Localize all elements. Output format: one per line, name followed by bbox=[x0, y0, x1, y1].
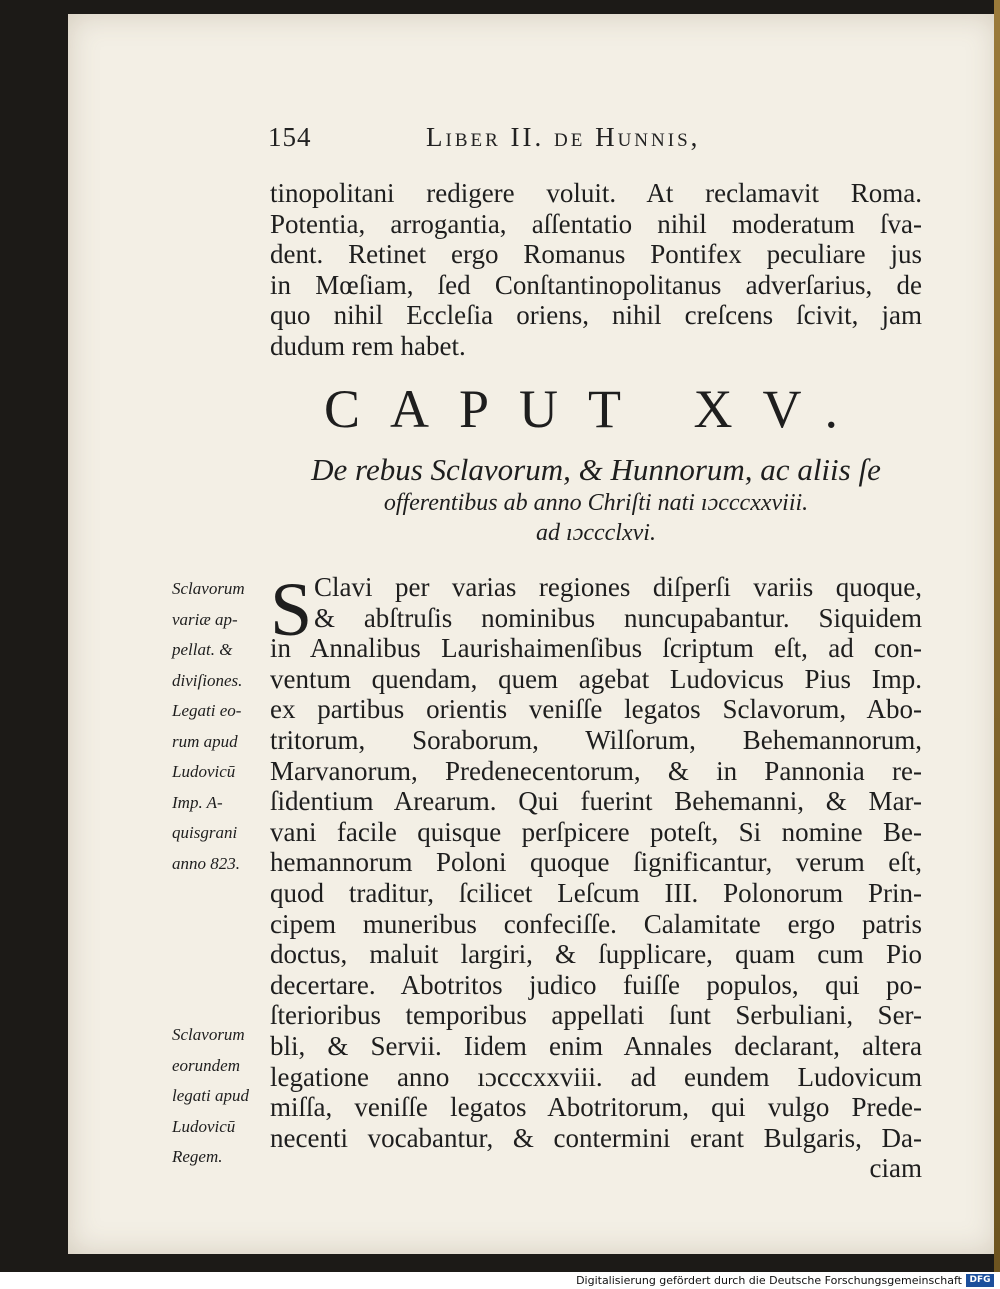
text-line: miſſa, veniſſe legatos Abotritorum, qui vulgo Prede- bbox=[270, 1092, 922, 1123]
text-line: & abſtruſis nominibus nuncupabantur. Siquidem bbox=[314, 602, 922, 633]
chapter-heading: CAPUT XV. bbox=[323, 379, 869, 439]
marginal-line: Legati eo- bbox=[172, 701, 242, 720]
book-spine-edge bbox=[994, 0, 1000, 1272]
intro-paragraph bbox=[270, 178, 922, 362]
marginal-line: diviſiones. bbox=[172, 670, 243, 690]
text-line: dudum rem habet. bbox=[270, 330, 466, 361]
running-title: Liber II. de Hunnis, bbox=[426, 122, 701, 152]
marginal-line: Ludovicū bbox=[172, 1116, 236, 1136]
marginal-line: rum apud bbox=[172, 731, 238, 751]
catchword: ciam bbox=[869, 1153, 922, 1184]
text-line: quo nihil Eccleſia oriens, nihil creſcens ſcivit, jam bbox=[270, 300, 922, 331]
text-line: decertare. Abotritos judico fuiſſe populos, qui po- bbox=[270, 969, 922, 1000]
dfg-logo-icon: DFG bbox=[966, 1274, 994, 1287]
marginal-line: Sclavorum bbox=[172, 1025, 245, 1044]
text-line: doctus, maluit largiri, & ſupplicare, quam cum Pio bbox=[270, 939, 922, 970]
text-line: in Mœſiam, ſed Conſtantinopolitanus adverſarius, de bbox=[270, 269, 922, 300]
chapter-summary-line: ad ıɔccclxvi. bbox=[536, 520, 656, 546]
marginal-line: eorundem bbox=[172, 1055, 240, 1075]
text-line: ex partibus orientis veniſſe legatos Sclavorum, Abo- bbox=[270, 694, 922, 725]
chapter-summary-line: offerentibus ab anno Chriſti nati ıɔcccxxviii. bbox=[383, 490, 809, 516]
text-line: Potentia, arrogantia, aſſentatio nihil moderatum ſva- bbox=[270, 208, 922, 239]
text-line: in Annalibus Laurishaimenſibus ſcriptum eſt, ad con- bbox=[270, 633, 922, 664]
text-line: Marvanorum, Predenecentorum, & in Pannonia re- bbox=[270, 755, 922, 786]
marginal-line: quisgrani bbox=[172, 823, 238, 842]
marginal-note bbox=[172, 574, 268, 879]
chapter-summary-line: De rebus Sclavorum, & Hunnorum, ac aliis ſe bbox=[311, 452, 881, 487]
chapter-summary bbox=[270, 452, 922, 548]
text-line: ſidentium Arearum. Qui fuerint Behemanni, & Mar- bbox=[270, 786, 922, 817]
text-line: tinopolitani redigere voluit. At reclamavit Roma. bbox=[270, 178, 922, 208]
marginal-line: pellat. & bbox=[172, 640, 233, 659]
page-number: 154 bbox=[268, 122, 312, 152]
main-paragraph bbox=[270, 568, 922, 1184]
text-line: legatione anno ıɔcccxxviii. ad eundem Ludovicum bbox=[270, 1061, 922, 1092]
text-line: quod traditur, ſcilicet Leſcum III. Polonorum Prin- bbox=[270, 877, 922, 908]
text-line: ventum quendam, quem agebat Ludovicus Pius Imp. bbox=[270, 663, 922, 694]
text-line: Clavi per varias regiones diſperſi variis quoque, bbox=[314, 572, 922, 602]
text-line: necenti vocabantur, & contermini erant Bulgaris, Da- bbox=[270, 1122, 922, 1153]
text-line: bli, & Servii. Iidem enim Annales declarant, altera bbox=[270, 1030, 922, 1061]
text-line: hemannorum Poloni quoque ſignificantur, verum eſt, bbox=[270, 847, 922, 878]
marginal-line: Regem. bbox=[172, 1147, 223, 1166]
marginal-line: anno 823. bbox=[172, 853, 240, 873]
footer-bar bbox=[0, 1272, 1000, 1289]
marginal-line: Imp. A- bbox=[172, 792, 223, 812]
drop-capital: S bbox=[270, 568, 313, 652]
marginal-line: legati apud bbox=[172, 1086, 249, 1105]
marginal-line: Ludovicū bbox=[172, 762, 236, 781]
text-line: tritorum, Soraborum, Wilſorum, Behemannorum, bbox=[270, 724, 922, 755]
marginal-line: Sclavorum bbox=[172, 579, 245, 598]
text-line: ſterioribus temporibus appellati ſunt Serbuliani, Ser- bbox=[270, 1000, 922, 1031]
marginal-line: variæ ap- bbox=[172, 609, 238, 629]
text-line: dent. Retinet ergo Romanus Pontifex peculiare jus bbox=[270, 239, 922, 270]
text-line: vani facile quisque perſpicere poteſt, Si nomine Be- bbox=[270, 816, 922, 847]
marginal-note bbox=[172, 1020, 268, 1173]
funding-credit: Digitalisierung gefördert durch die Deutsche Forschungsgemeinschaft bbox=[576, 1274, 962, 1287]
text-line: cipem muneribus confeciſſe. Calamitate ergo patris bbox=[270, 908, 922, 939]
